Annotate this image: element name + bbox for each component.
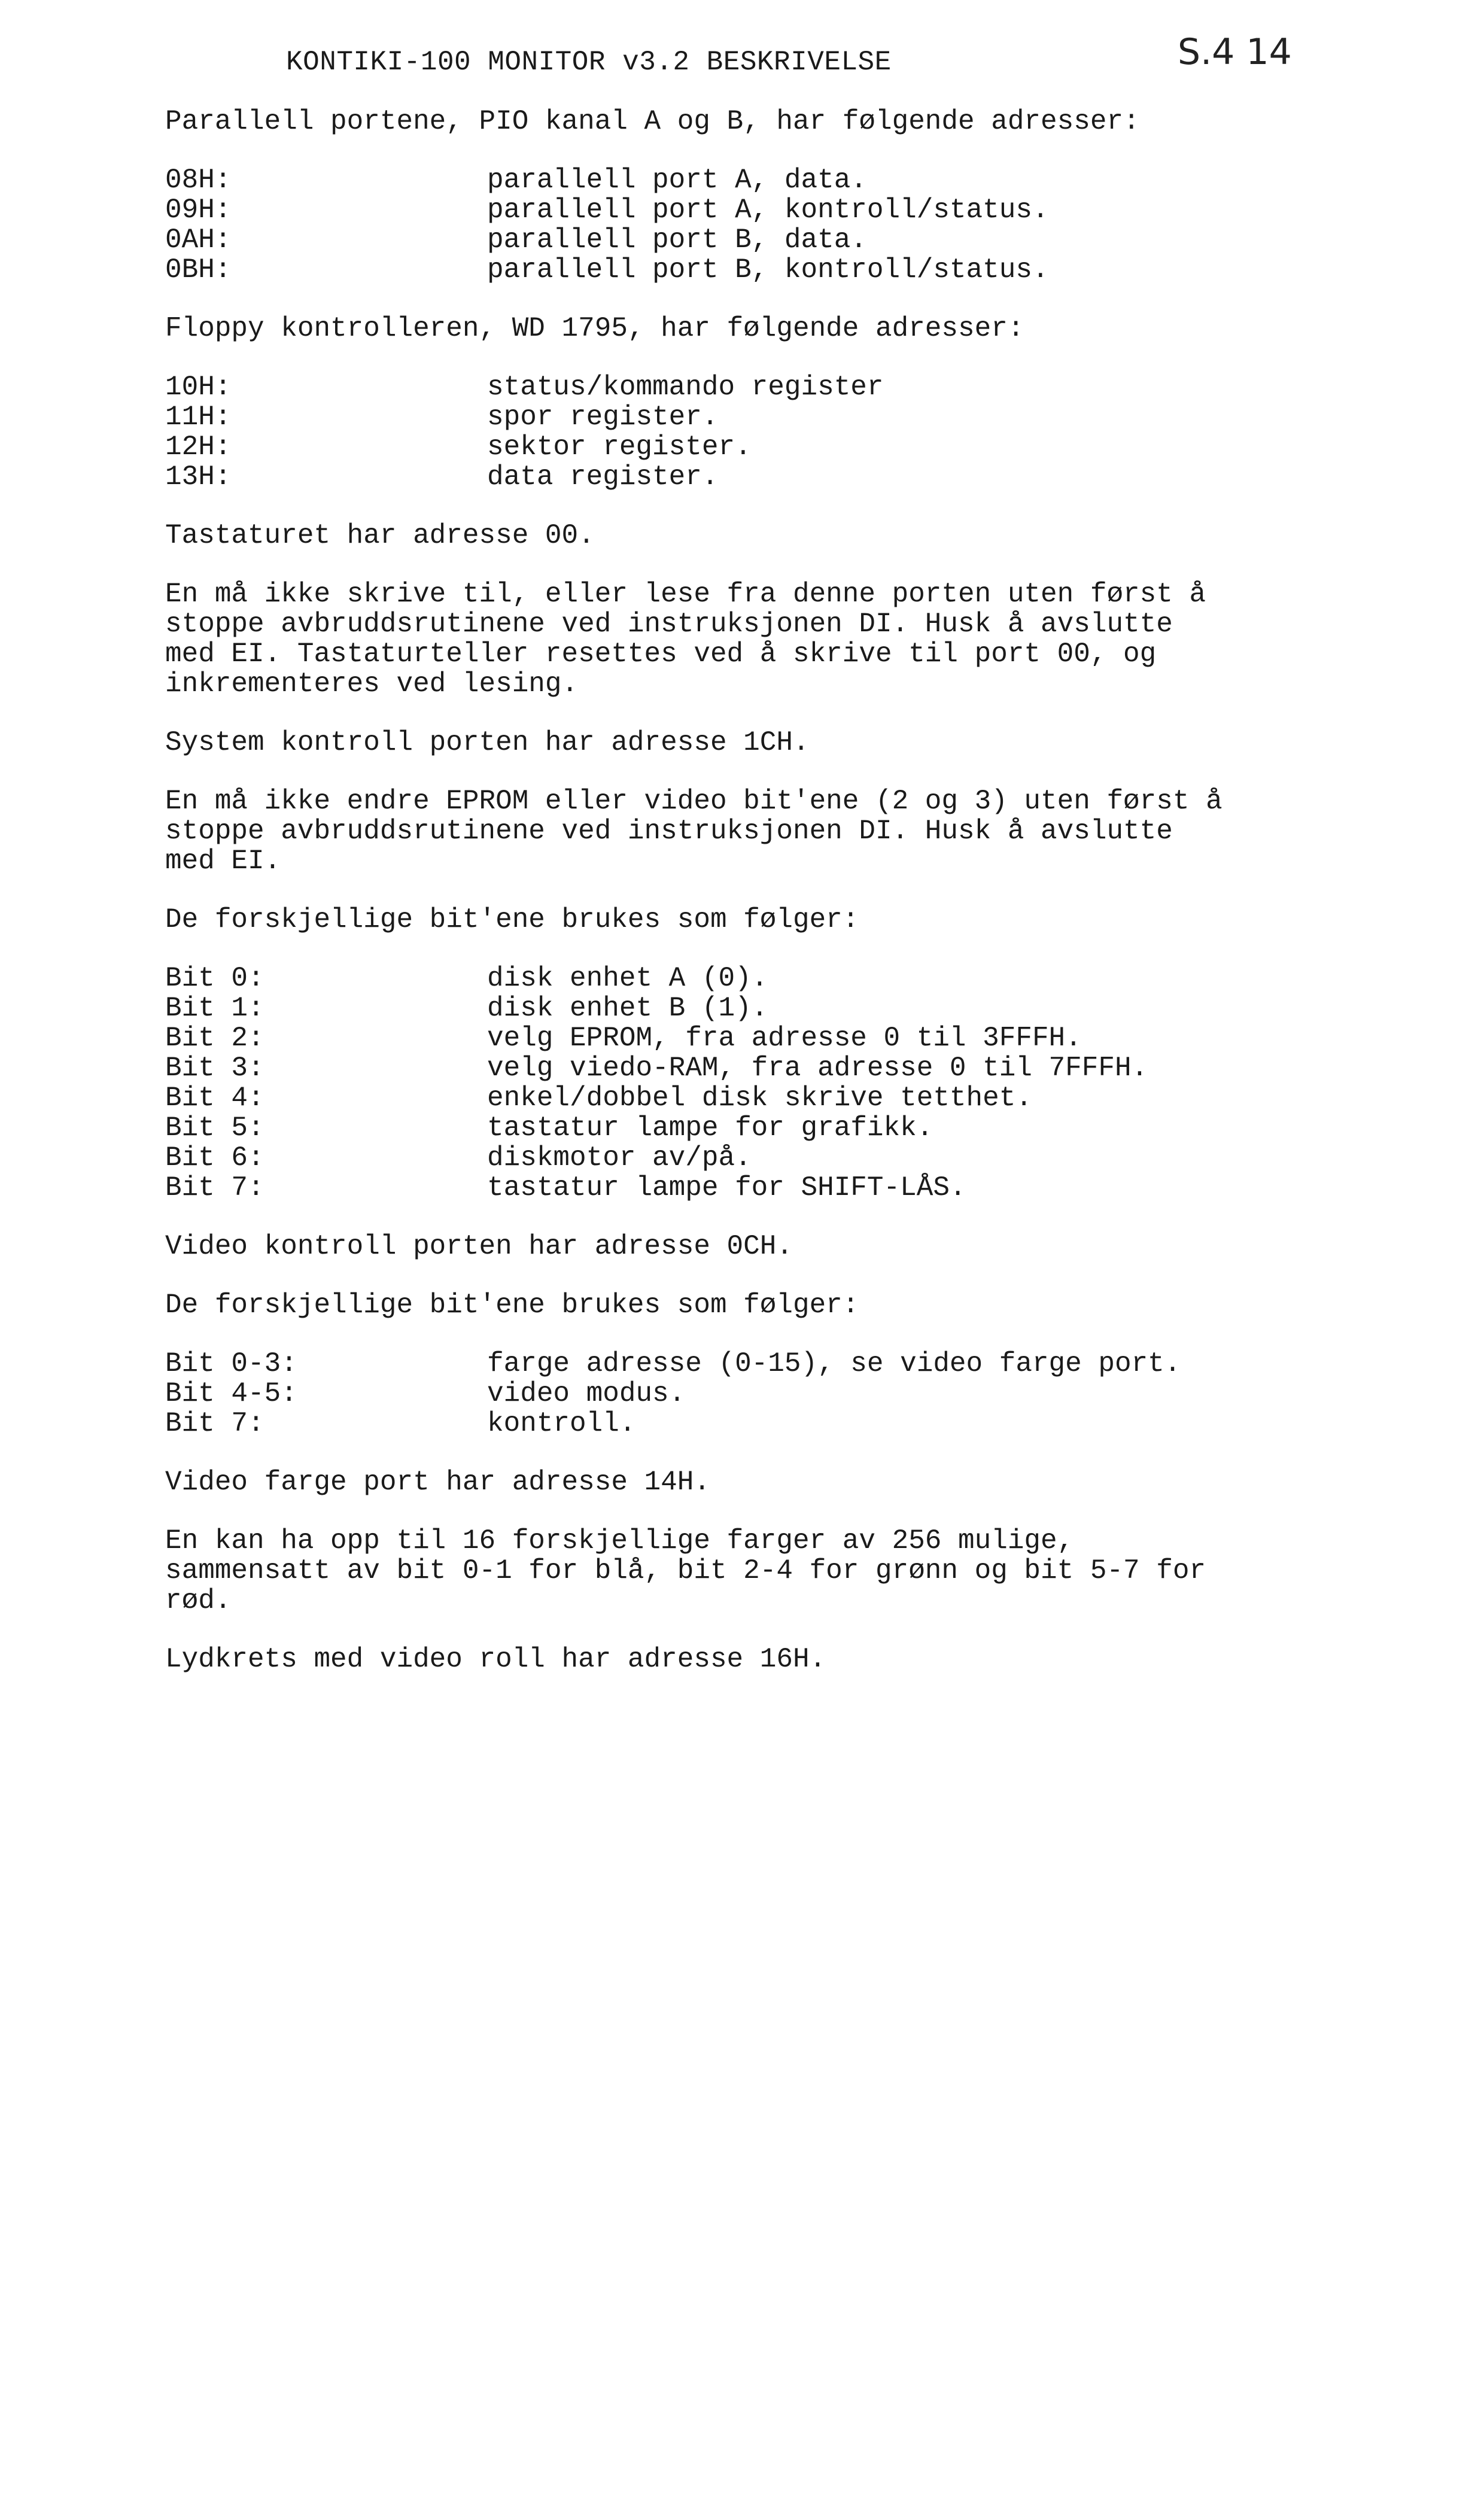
bit-key: Bit 4-5:	[165, 1378, 297, 1409]
table-row	[165, 165, 1362, 195]
floppy-address-table	[165, 372, 1362, 492]
table-row	[165, 462, 1362, 492]
address-key: 0BH:	[165, 254, 232, 285]
address-key: 10H:	[165, 372, 232, 403]
address-key: 0AH:	[165, 224, 232, 256]
bit-desc: video modus.	[487, 1378, 686, 1409]
bit-desc: velg viedo-RAM, fra adresse 0 til 7FFFH.	[487, 1053, 1148, 1084]
table-row	[165, 225, 1362, 255]
address-desc: parallell port B, data.	[487, 224, 867, 256]
bit-key: Bit 6:	[165, 1142, 264, 1173]
bit-desc: disk enhet A (0).	[487, 963, 768, 994]
table-row	[165, 963, 1362, 993]
address-desc: parallell port A, kontroll/status.	[487, 194, 1049, 226]
video-control-address: Video kontroll porten har adresse 0CH.	[165, 1231, 793, 1262]
bit-key: Bit 1:	[165, 993, 264, 1024]
bit-desc: enkel/dobbel disk skrive tetthet.	[487, 1082, 1032, 1114]
bit-desc: farge adresse (0-15), se video farge port.	[487, 1348, 1181, 1379]
table-row	[165, 1053, 1362, 1083]
address-desc: parallell port B, kontroll/status.	[487, 254, 1049, 285]
bit-key: Bit 7:	[165, 1408, 264, 1439]
address-desc: parallell port A, data.	[487, 165, 867, 196]
bit-desc: velg EPROM, fra adresse 0 til 3FFFH.	[487, 1023, 1082, 1054]
system-bits-intro: De forskjellige bit'ene brukes som følger:	[165, 904, 859, 935]
table-row	[165, 1173, 1362, 1203]
bit-key: Bit 3:	[165, 1053, 264, 1084]
bit-desc: tastatur lampe for SHIFT-LÅS.	[487, 1172, 966, 1203]
bit-desc: disk enhet B (1).	[487, 993, 768, 1024]
address-desc: data register.	[487, 461, 719, 492]
address-key: 09H:	[165, 194, 232, 226]
address-desc: status/kommando register	[487, 372, 884, 403]
bit-key: Bit 0:	[165, 963, 264, 994]
bit-desc: diskmotor av/på.	[487, 1142, 752, 1173]
pio-address-table	[165, 165, 1362, 285]
video-bits-intro: De forskjellige bit'ene brukes som følger:	[165, 1290, 859, 1321]
system-bits-table	[165, 963, 1362, 1203]
table-row	[165, 1143, 1362, 1173]
address-key: 08H:	[165, 165, 232, 196]
document-title: KONTIKI-100 MONITOR v3.2 BESKRIVELSE	[286, 47, 892, 78]
table-row	[165, 432, 1362, 462]
bit-desc: tastatur lampe for grafikk.	[487, 1112, 933, 1144]
sound-address: Lydkrets med video roll har adresse 16H.	[165, 1644, 826, 1675]
address-key: 13H:	[165, 461, 232, 492]
table-row	[165, 255, 1362, 285]
bit-key: Bit 7:	[165, 1172, 264, 1203]
bit-key: Bit 4:	[165, 1082, 264, 1114]
table-row	[165, 993, 1362, 1023]
video-color-note: En kan ha opp til 16 forskjellige farger av 256 mulige, sammensatt av bit 0-1 for blå, bit 2-4 for grønn og bit 5-7 for rød.	[165, 1525, 1206, 1616]
video-color-address: Video farge port har adresse 14H.	[165, 1467, 710, 1498]
table-row	[165, 372, 1362, 402]
document-body	[165, 107, 1362, 1703]
table-row	[165, 195, 1362, 225]
system-control-address: System kontroll porten har adresse 1CH.	[165, 727, 810, 758]
bit-key: Bit 5:	[165, 1112, 264, 1144]
address-key: 12H:	[165, 431, 232, 463]
address-desc: spor register.	[487, 402, 719, 433]
address-key: 11H:	[165, 402, 232, 433]
pio-intro: Parallell portene, PIO kanal A og B, har følgende adresser:	[165, 106, 1140, 137]
video-bits-table	[165, 1349, 1362, 1439]
table-row	[165, 1113, 1362, 1143]
table-row	[165, 1409, 1362, 1439]
bit-key: Bit 2:	[165, 1023, 264, 1054]
bit-key: Bit 0-3:	[165, 1348, 297, 1379]
table-row	[165, 1023, 1362, 1053]
bit-desc: kontroll.	[487, 1408, 636, 1439]
system-control-note: En må ikke endre EPROM eller video bit'ene (2 og 3) uten først å stoppe avbruddsrutinene ved instruksjonen DI. Husk å avslutte med EI.	[165, 786, 1223, 877]
table-row	[165, 1083, 1362, 1113]
table-row	[165, 1379, 1362, 1409]
address-desc: sektor register.	[487, 431, 752, 463]
handwritten-page-number: S.4 14	[1178, 31, 1292, 73]
keyboard-address: Tastaturet har adresse 00.	[165, 520, 595, 551]
table-row	[165, 1349, 1362, 1379]
floppy-intro: Floppy kontrolleren, WD 1795, har følgende adresser:	[165, 313, 1024, 344]
keyboard-note: En må ikke skrive til, eller lese fra denne porten uten først å stoppe avbruddsrutinene ved instruksjonen DI. Husk å avslutte med EI. Tastaturteller resettes ved å skrive til port 00, og inkrementeres ved lesing.	[165, 579, 1206, 700]
table-row	[165, 402, 1362, 432]
